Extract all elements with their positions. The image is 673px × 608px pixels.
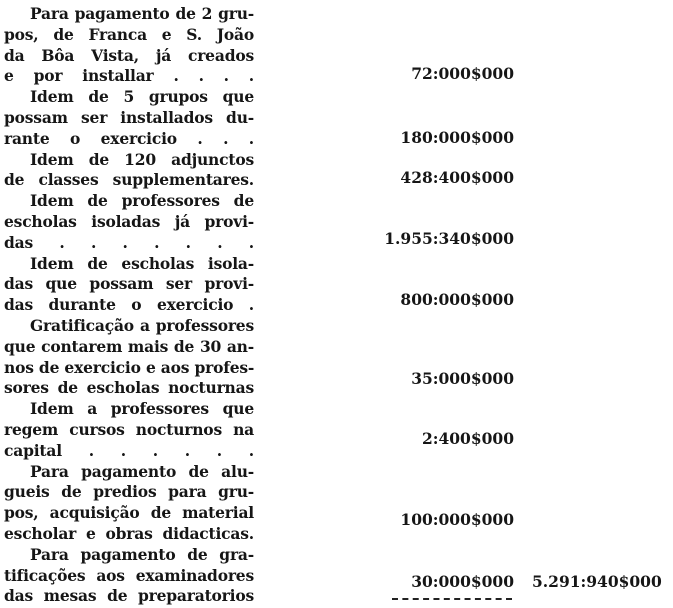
item-2-amount: 180:000$000 xyxy=(400,128,514,147)
item-descriptions xyxy=(4,4,254,607)
item-9-line-1: Para pagamento de gra- xyxy=(30,544,254,564)
item-8-line-1: Para pagamento de alu- xyxy=(30,461,254,481)
item-9-line-3: das mesas de preparatorios xyxy=(4,586,254,606)
item-6-amount: 35:000$000 xyxy=(411,369,514,388)
sum-rule-divider xyxy=(392,598,512,600)
item-4-line-3: das . . . . . . . xyxy=(4,232,254,252)
item-5-amount: 800:000$000 xyxy=(400,290,514,309)
item-1-line-4: e por installar . . . . xyxy=(4,66,254,86)
item-7-line-3: capital . . . . . . xyxy=(4,440,254,460)
item-5-line-2: das que possam ser provi- xyxy=(4,274,254,294)
item-8-line-4: escholar e obras didacticas. xyxy=(4,523,254,543)
item-5-line-1: Idem de escholas isola- xyxy=(30,253,254,273)
item-8-amount: 100:000$000 xyxy=(400,510,514,529)
item-9-line-2: tificações aos examinadores xyxy=(4,565,254,585)
item-6-line-4: sores de escholas nocturnas xyxy=(4,378,254,398)
item-1-line-1: Para pagamento de 2 gru- xyxy=(30,4,254,23)
item-4-line-1: Idem de professores de xyxy=(30,191,254,211)
item-3-amount: 428:400$000 xyxy=(400,168,514,187)
item-7-line-1: Idem a professores que xyxy=(30,399,254,419)
item-7-amount: 2:400$000 xyxy=(421,429,514,448)
item-2-line-3: rante o exercicio . . . xyxy=(4,128,254,148)
item-3-line-2: de classes supplementares. xyxy=(4,170,254,190)
item-1-amount: 72:000$000 xyxy=(411,64,514,83)
item-2-line-2: possam ser installados du- xyxy=(4,107,254,127)
item-2-line-1: Idem de 5 grupos que xyxy=(30,87,254,107)
item-6-line-1: Gratificação a professores xyxy=(30,315,254,335)
item-9-amount: 30:000$000 xyxy=(411,572,514,591)
item-1-line-2: pos, de Franca e S. João xyxy=(4,24,254,44)
item-1-line-3: da Bôa Vista, já creados xyxy=(4,45,254,65)
item-8-line-2: gueis de predios para gru- xyxy=(4,482,254,502)
item-7-line-2: regem cursos nocturnos na xyxy=(4,419,254,439)
item-6-line-2: que contarem mais de 30 an- xyxy=(4,336,254,356)
item-8-line-3: pos, acquisição de material xyxy=(4,503,254,523)
item-6-line-3: nos de exercicio e aos profes- xyxy=(4,357,255,377)
item-4-amount: 1.955:340$000 xyxy=(384,229,514,248)
item-4-line-2: escholas isoladas já provi- xyxy=(4,211,254,231)
grand-total: 5.291:940$000 xyxy=(532,572,662,591)
item-3-line-1: Idem de 120 adjunctos xyxy=(30,149,254,169)
item-5-line-3: das durante o exercicio . xyxy=(4,295,254,315)
